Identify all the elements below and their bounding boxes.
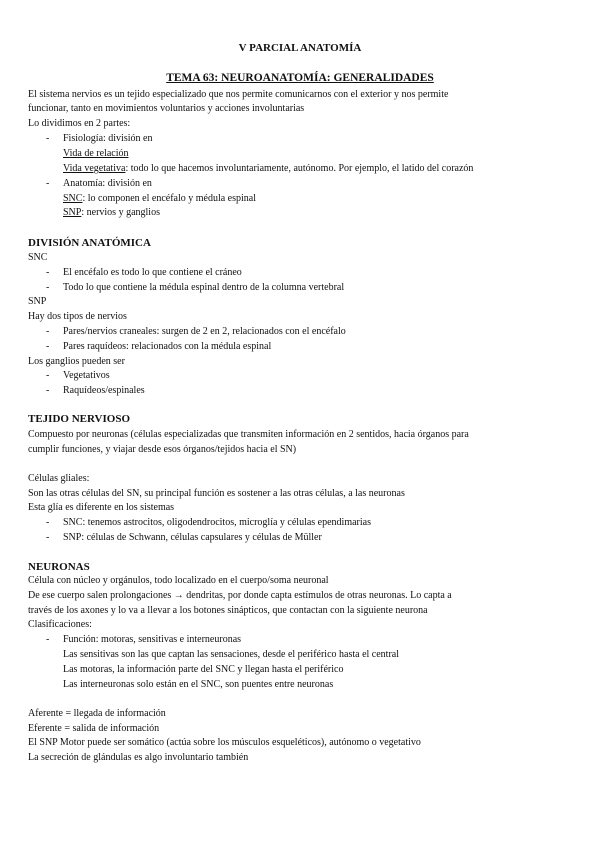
motoras-line: Las motoras, la información parte del SNC y llegan hasta el periférico <box>63 664 344 675</box>
neuronas-paragraph-1: Célula con núcleo y orgánulos, todo localizado en el cuerpo/soma neuronal <box>28 575 329 586</box>
division-snp: SNP <box>28 296 47 307</box>
tema-division-intro: Lo dividimos en 2 partes: <box>28 118 131 129</box>
tejido-paragraph-line1: Compuesto por neuronas (células especializadas que transmiten información en 2 sentidos, hacia órganos para <box>28 429 469 440</box>
glia-snc-bullet: SNC: tenemos astrocitos, oligodendrocitos, microglía y células ependimarias <box>63 517 371 528</box>
bullet-dash: - <box>46 517 50 528</box>
vida-relacion: Vida de relación <box>63 148 129 159</box>
snp-motor-line: El SNP Motor puede ser somático (actúa sobre los músculos esqueléticos), autónomo o vegetativo <box>28 737 421 748</box>
sensitivas-line: Las sensitivas son las que captan las sensaciones, desde el periférico hasta el central <box>63 649 399 660</box>
bullet-dash: - <box>46 634 50 645</box>
snc-label: SNC <box>63 193 83 204</box>
gliales-paragraph: Son las otras células del SN, su principal función es sostener a las otras células, a las neuronas <box>28 488 405 499</box>
bullet-dash: - <box>46 178 50 189</box>
nervios-bullet-2: Pares raquídeos: relacionados con la médula espinal <box>63 341 272 352</box>
aferente-line: Aferente = llegada de información <box>28 708 166 719</box>
tejido-paragraph-line2: cumplir funciones, y viajar desde esos órganos/tejidos hacia el SN) <box>28 444 297 455</box>
bullet-dash: - <box>46 267 50 278</box>
glia-diferente: Esta glía es diferente en los sistemas <box>28 502 175 513</box>
bullet-dash: - <box>46 341 50 352</box>
division-heading: DIVISIÓN ANATÓMICA <box>28 237 151 249</box>
nervios-intro: Hay dos tipos de nervios <box>28 311 127 322</box>
funcion-bullet: Función: motoras, sensitivas e interneuronas <box>63 634 242 645</box>
tema-paragraph-line1: El sistema nervios es un tejido especializado que nos permite comunicarnos con el exterior y nos permite <box>28 89 449 100</box>
glia-snp-bullet: SNP: células de Schwann, células capsulares y células de Müller <box>63 532 322 543</box>
ganglios-bullet-2: Raquídeos/espinales <box>63 385 145 396</box>
tejido-heading: TEJIDO NERVIOSO <box>28 413 130 425</box>
bullet-dash: - <box>46 370 50 381</box>
vida-vegetativa-text: : todo lo que hacemos involuntariamente, autónomo. Por ejemplo, el latido del corazón <box>125 163 474 174</box>
snc-text: : lo componen el encéfalo y médula espinal <box>82 193 257 204</box>
vida-vegetativa-line <box>63 162 473 176</box>
snp-text: : nervios y ganglios <box>81 207 160 218</box>
bullet-dash: - <box>46 133 50 144</box>
bullet-dash: - <box>46 326 50 337</box>
secrecion-line: La secreción de glándulas es algo involuntario también <box>28 752 249 763</box>
snc-bullet-1: El encéfalo es todo lo que contiene el cráneo <box>63 267 242 278</box>
nervios-bullet-1: Pares/nervios craneales: surgen de 2 en 2, relacionados con el encéfalo <box>63 326 346 337</box>
tema-title: TEMA 63: NEUROANATOMÍA: GENERALIDADES <box>166 72 434 84</box>
anatomia-item: Anatomía: división en <box>63 178 152 189</box>
snp-label: SNP <box>63 207 82 218</box>
division-snc: SNC <box>28 252 48 263</box>
snp-line <box>63 206 160 220</box>
tema-paragraph-line2: funcionar, tanto en movimientos voluntarios y acciones involuntarias <box>28 103 305 114</box>
bullet-dash: - <box>46 282 50 293</box>
document-title: V PARCIAL ANATOMÍA <box>238 42 362 54</box>
neuronas-paragraph-2-line1: De ese cuerpo salen prolongaciones → dendritas, por donde capta estímulos de otras neuronas. Lo capta a <box>28 590 452 601</box>
fisiologia-item: Fisiología: división en <box>63 133 153 144</box>
snc-bullet-2: Todo lo que contiene la médula espinal dentro de la columna vertebral <box>63 282 345 293</box>
ganglios-bullet-1: Vegetativos <box>63 370 110 381</box>
ganglios-intro: Los ganglios pueden ser <box>28 356 125 367</box>
neuronas-heading: NEURONAS <box>28 561 90 573</box>
neuronas-paragraph-2-line2: través de los axones y lo va a llevar a los botones sinápticos, que contactan con la siguiente neurona <box>28 605 428 616</box>
bullet-dash: - <box>46 532 50 543</box>
eferente-line: Eferente = salida de información <box>28 723 160 734</box>
snc-line <box>63 192 256 206</box>
clasificaciones-label: Clasificaciones: <box>28 619 92 630</box>
bullet-dash: - <box>46 385 50 396</box>
vida-vegetativa-label: Vida vegetativa <box>63 163 126 174</box>
gliales-label: Células gliales: <box>28 473 90 484</box>
interneuronas-line: Las interneuronas solo están en el SNC, son puentes entre neuronas <box>63 679 334 690</box>
